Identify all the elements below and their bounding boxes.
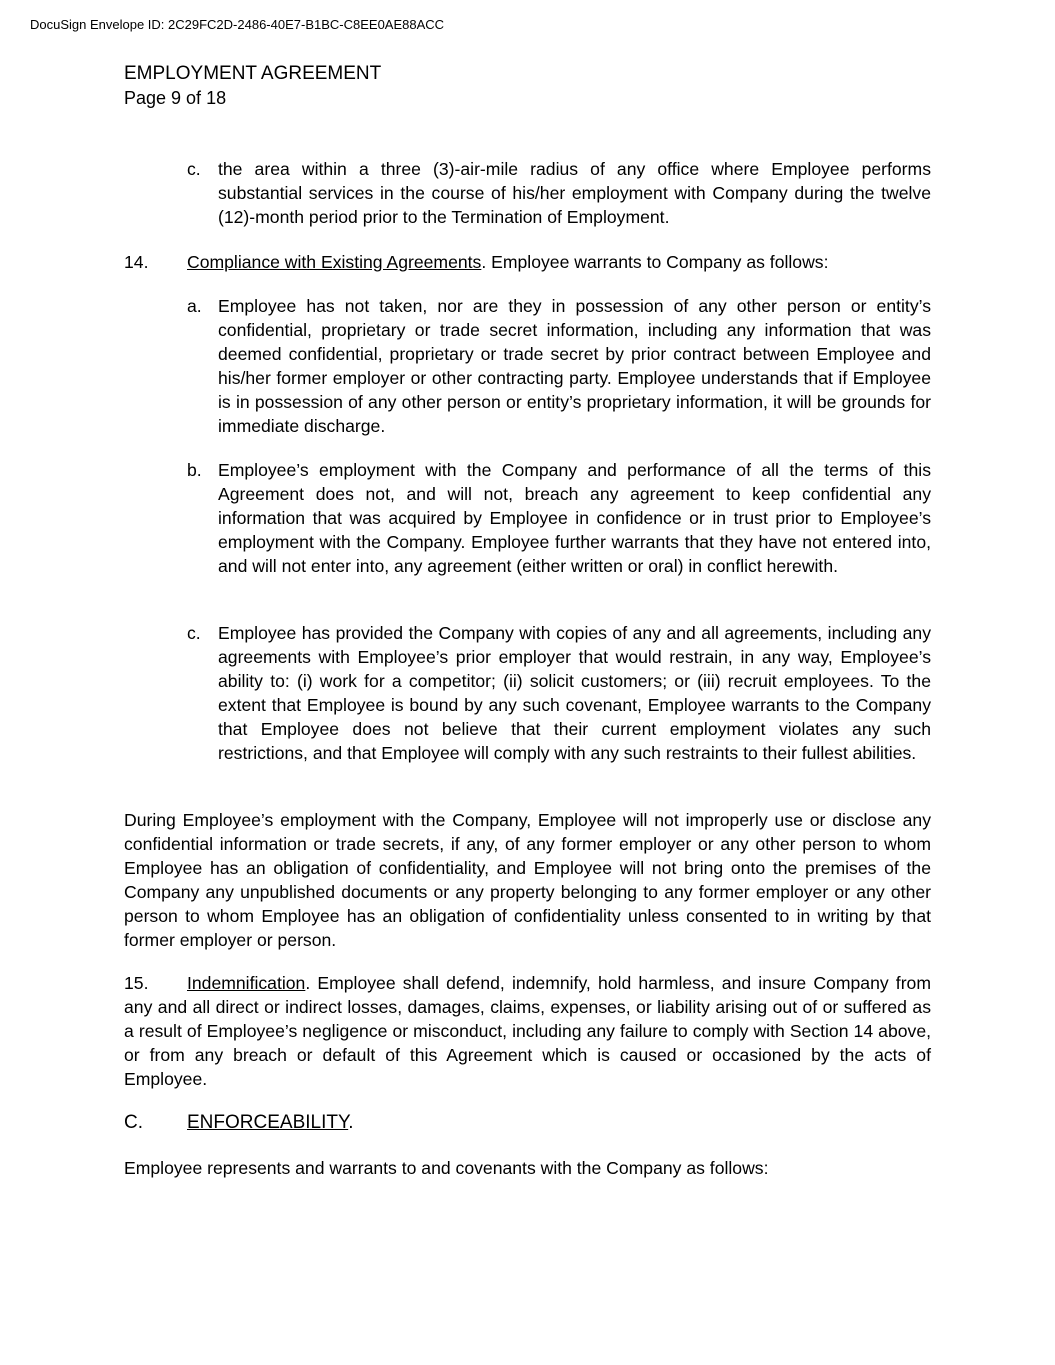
section-number: 14. <box>124 252 149 272</box>
section-text: . Employee shall defend, indemnify, hold harmless, and insure Company from any and all direct or indirect losses, damages, claims, expenses, or liability arising out of or suffered as a result of Employee’s negligence or misconduct, including any failure to comply with Section 14 above, or from any breach or default of this Agreement which is caused or occasioned by the acts of Employee. <box>124 973 931 1089</box>
section-15-paragraph <box>124 971 931 1091</box>
heading-trailing-period: . <box>348 1112 354 1133</box>
list-item <box>187 294 931 438</box>
list-marker: c. <box>187 159 201 179</box>
section-heading: ENFORCEABILITY <box>187 1112 349 1133</box>
list-item <box>187 621 931 765</box>
section-heading: Compliance with Existing Agreements <box>187 252 482 272</box>
page-number: Page 9 of 18 <box>124 88 227 108</box>
section-c-intro: Employee represents and warrants to and covenants with the Company as follows: <box>124 1158 769 1178</box>
document-title: EMPLOYMENT AGREEMENT <box>124 63 382 84</box>
section-heading: Indemnification <box>187 973 306 993</box>
section-letter: C. <box>124 1112 143 1133</box>
list-marker: a. <box>187 296 202 316</box>
list-marker: b. <box>187 460 202 480</box>
list-item-text: the area within a three (3)-air-mile radius of any office where Employee performs substantial services in the course of his/her employment with Company during the twelve (12)-month period prior to the Termination of Employment. <box>218 159 931 227</box>
list-item-text: Employee has not taken, nor are they in possession of any other person or entity’s confidential, proprietary or trade secret information, including any information that was deemed confidential, proprietary or trade secret by prior contract between Employee and his/her former employer or other contracting party. Employee understands that if Employee is in possession of any other person or entity’s proprietary information, it will be grounds for immediate discharge. <box>218 296 931 436</box>
list-item <box>187 157 931 229</box>
list-item-text: Employee’s employment with the Company and performance of all the terms of this Agreement does not, and will not, breach any agreement to keep confidential any information that was acquired by Employee in confidence or in trust prior to Employee’s employment with the Company. Employee further warrants that they have not entered into, and will not enter into, any agreement (either written or oral) in conflict herewith. <box>218 460 931 576</box>
docusign-envelope-id: DocuSign Envelope ID: 2C29FC2D-2486-40E7-B1BC-C8EE0AE88ACC <box>30 17 445 32</box>
list-item <box>187 458 931 578</box>
list-marker: c. <box>187 623 201 643</box>
section-lead-text: . Employee warrants to Company as follows: <box>481 252 829 272</box>
section-number: 15. <box>124 973 149 993</box>
list-item-text: Employee has provided the Company with copies of any and all agreements, including any agreements with Employee’s prior employer that would restrain, in any way, Employee’s ability to: (i) work for a competitor; (ii) solicit customers; or (iii) recruit employees. To the extent that Employee is bound by any such covenant, Employee warrants to the Company that Employee does not believe that their current employment violates any such restrictions, and that Employee will comply with any such restraints to their fullest abilities. <box>218 623 931 763</box>
section-14-closing-paragraph: During Employee’s employment with the Company, Employee will not improperly use or disclose any confidential information or trade secrets, if any, of any former employer or any other person to whom Employee has an obligation of confidentiality, and Employee will not bring onto the premises of the Company any unpublished documents or any property belonging to any former employer or any other person to whom Employee has an obligation of confidentiality unless consented to in writing by that former employer or person. <box>124 810 931 950</box>
